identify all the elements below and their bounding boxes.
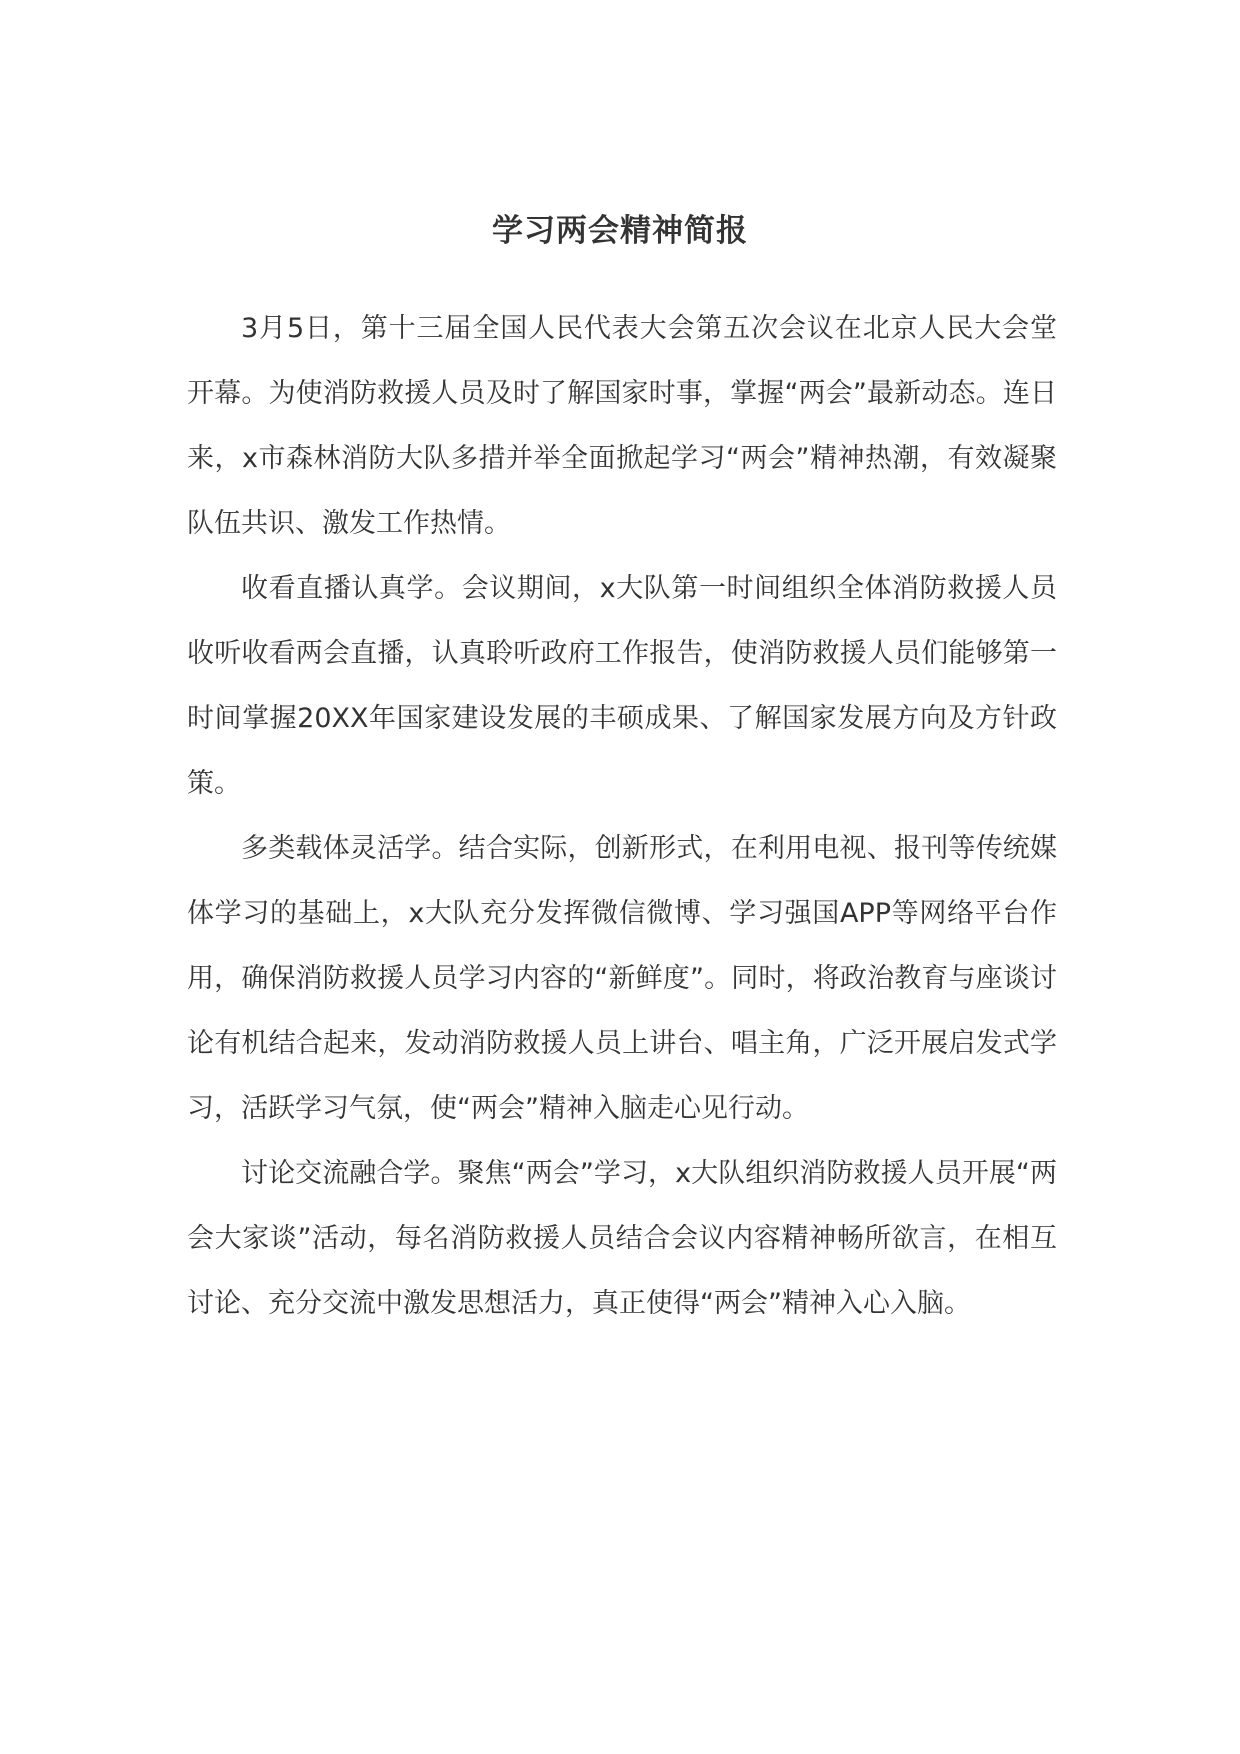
document-body bbox=[187, 296, 1057, 1336]
paragraph-discussion: 讨论交流融合学。聚焦“两会”学习，x大队组织消防救援人员开展“两会大家谈”活动，每名消防救援人员结合会议内容精神畅所欲言，在相互讨论、充分交流中激发思想活力，真正使得“两会”精神入心入脑。 bbox=[187, 1158, 1057, 1319]
paragraph-live-broadcast: 收看直播认真学。会议期间，x大队第一时间组织全体消防救援人员收听收看两会直播，认真聆听政府工作报告，使消防救援人员们能够第一时间掌握20XX年国家建设发展的丰硕成果、了解国家发展方向及方针政策。 bbox=[187, 573, 1057, 799]
paragraph-multi-carrier: 多类载体灵活学。结合实际，创新形式，在利用电视、报刊等传统媒体学习的基础上，x大队充分发挥微信微博、学习强国APP等网络平台作用，确保消防救援人员学习内容的“新鲜度”。同时，将政治教育与座谈讨论有机结合起来，发动消防救援人员上讲台、唱主角，广泛开展启发式学习，活跃学习气氛，使“两会”精神入脑走心见行动。 bbox=[187, 833, 1057, 1124]
paragraph-intro: 3月5日，第十三届全国人民代表大会第五次会议在北京人民大会堂开幕。为使消防救援人员及时了解国家时事，掌握“两会”最新动态。连日来，x市森林消防大队多措并举全面掀起学习“两会”精神热潮，有效凝聚队伍共识、激发工作热情。 bbox=[187, 313, 1057, 539]
document-title: 学习两会精神简报 bbox=[492, 213, 748, 249]
